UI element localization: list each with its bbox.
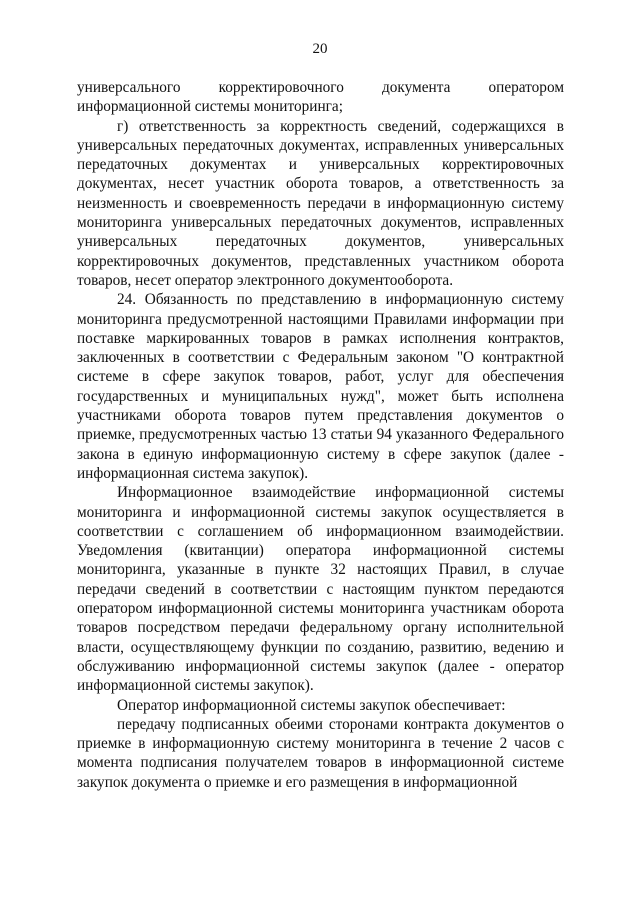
page-number: 20 [312,41,328,57]
document-body [77,78,564,792]
paragraph-responsibility: г) ответственность за корректность сведений, содержащихся в универсальных передаточных документах, исправленных универсальных передаточных документах и универсальных корректировочных документах, несет участник оборота товаров, а ответственность за неизменность и своевременность передачи в информационную систему мониторинга универсальных передаточных документов, исправленных универсальных передаточных документов, универсальных корректировочных документов, представленных участником оборота товаров, несет оператор электронного документооборота. [77,117,564,289]
paragraph-transfer: передачу подписанных обеими сторонами контракта документов о приемке в информационную систему мониторинга в течение 2 часов с момента подписания получателем товаров в информационной системе закупок документа о приемке и его размещения в информационной [77,715,564,791]
paragraph-interaction: Информационное взаимодействие информационной системы мониторинга и информационной системы закупок осуществляется в соответствии с соглашением об информационном взаимодействии. Уведомления (квитанции) оператора информационной системы мониторинга, указанные в пункте 32 настоящих Правил, в случае передачи сведений в соответствии с настоящим пунктом передаются оператором информационной системы мониторинга участникам оборота товаров посредством передачи федеральному органу исполнительной власти, осуществляющему функции по созданию, развитию, ведению и обслуживанию информационной системы закупок (далее - оператор информационной системы закупок). [77,484,564,695]
paragraph-item-24: 24. Обязанность по представлению в информационную систему мониторинга предусмотренной настоящими Правилами информации при поставке маркированных товаров в рамках исполнения контрактов, заключенных в соответствии с Федеральным законом "О контрактной системе в сфере закупок товаров, работ, услуг для обеспечения государственных и муниципальных нужд", может быть исполнена участниками оборота товаров путем представления документов о приемке, предусмотренных частью 13 статьи 94 указанного Федерального закона в единую информационную систему в сфере закупок (далее - информационная система закупок). [77,291,564,482]
paragraph-continuation: универсального корректировочного документа оператором информационной системы мониторинга; [77,79,564,116]
paragraph-operator-provides: Оператор информационной системы закупок обеспечивает: [117,696,506,714]
